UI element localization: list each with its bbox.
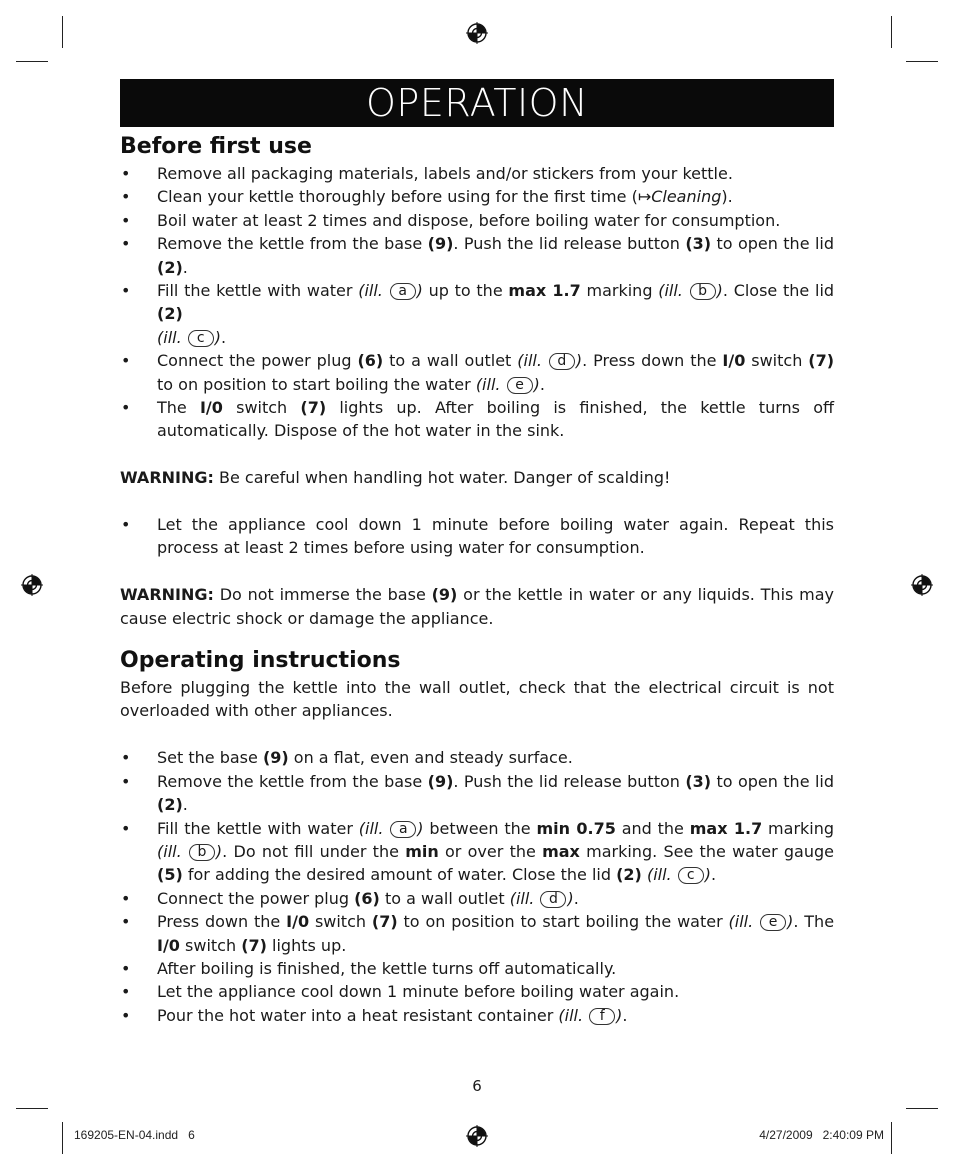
- warning-scalding: WARNING: Be careful when handling hot water. Danger of scalding!: [120, 468, 671, 488]
- page-number: 6: [472, 1077, 482, 1095]
- list-item: • The I/0 switch (7) lights up. After boiling is finished, the kettle turns off automatically. Dispose of the hot water in the sink.: [120, 396, 834, 443]
- list-item: • Let the appliance cool down 1 minute before boiling water again.: [120, 980, 834, 1003]
- footer-file-name: 169205-EN-04.indd 6: [74, 1128, 195, 1142]
- illustration-ref-e-icon: e: [760, 914, 786, 931]
- list-item: • Remove the kettle from the base (9). Push the lid release button (3) to open the lid (2).: [120, 770, 834, 817]
- list-item: • Press down the I/0 switch (7) to on position to start boiling the water (ill. e ). The I/0 switch (7) lights up.: [120, 910, 834, 957]
- before-first-use-list: [120, 162, 834, 443]
- registration-mark-icon: [466, 22, 488, 44]
- crop-mark: [62, 16, 63, 48]
- list-item: • Let the appliance cool down 1 minute before boiling water again. Repeat this process at least 2 times before using water for consumption.: [120, 513, 834, 560]
- illustration-ref-d-icon: d: [549, 353, 575, 370]
- heading-operating-instructions: Operating instructions: [120, 648, 401, 674]
- list-item: • Set the base (9) on a flat, even and steady surface.: [120, 746, 834, 769]
- list-item: • Boil water at least 2 times and dispose, before boiling water for consumption.: [120, 209, 834, 232]
- crop-mark: [891, 16, 892, 48]
- crop-mark: [16, 1108, 48, 1109]
- list-item: • After boiling is finished, the kettle turns off automatically.: [120, 957, 834, 980]
- illustration-ref-d-icon: d: [540, 891, 566, 908]
- crop-mark: [62, 1122, 63, 1154]
- registration-mark-icon: [911, 574, 933, 596]
- list-item: • Clean your kettle thoroughly before using for the first time (↦Cleaning).: [120, 185, 834, 208]
- illustration-ref-f-icon: f: [589, 1008, 615, 1025]
- illustration-ref-b-icon: b: [690, 283, 716, 300]
- crop-mark: [891, 1122, 892, 1154]
- list-item: • Connect the power plug (6) to a wall outlet (ill. d ). Press down the I/0 switch (7) to on position to start boiling the water (ill. e ).: [120, 349, 834, 396]
- list-item: • Remove the kettle from the base (9). Push the lid release button (3) to open the lid (2).: [120, 232, 834, 279]
- arrow-right-icon: ↦: [637, 187, 652, 207]
- section-banner: OPERATION: [120, 79, 834, 127]
- illustration-ref-a-icon: a: [390, 821, 416, 838]
- warning-label: WARNING:: [120, 585, 214, 605]
- registration-mark-icon: [21, 574, 43, 596]
- illustration-ref-c-icon: c: [188, 330, 214, 347]
- list-item: • Connect the power plug (6) to a wall outlet (ill. d ).: [120, 887, 834, 910]
- operating-intro: Before plugging the kettle into the wall outlet, check that the electrical circuit is not overloaded with other appliances.: [120, 678, 834, 721]
- list-item: • Fill the kettle with water (ill. a ) up to the max 1.7 marking (ill. b ). Close the lid (2) (ill. c ).: [120, 279, 834, 349]
- cool-down-list: [120, 513, 834, 560]
- list-item: • Remove all packaging materials, labels and/or stickers from your kettle.: [120, 162, 834, 185]
- operating-instructions-list: [120, 746, 834, 1027]
- crop-mark: [906, 61, 938, 62]
- crop-mark: [906, 1108, 938, 1109]
- page-content: [120, 132, 834, 1027]
- warning-label: WARNING:: [120, 468, 214, 488]
- crop-mark: [16, 61, 48, 62]
- cross-reference-link: Cleaning: [651, 187, 722, 207]
- illustration-ref-a-icon: a: [390, 283, 416, 300]
- footer-timestamp: 4/27/2009 2:40:09 PM: [759, 1128, 884, 1142]
- list-item: • Pour the hot water into a heat resistant container (ill. f ).: [120, 1004, 834, 1027]
- list-item: • Fill the kettle with water (ill. a ) between the min 0.75 and the max 1.7 marking (ill. b ). Do not fill under the min or over the max marking. See the water gauge (5) for adding the desired amount of water. Close the lid (2) (ill. c ).: [120, 817, 834, 887]
- warning-immerse: WARNING: Do not immerse the base (9) or the kettle in water or any liquids. This may cause electric shock or damage the appliance.: [120, 585, 834, 628]
- illustration-ref-b-icon: b: [189, 844, 215, 861]
- illustration-ref-e-icon: e: [507, 377, 533, 394]
- illustration-ref-c-icon: c: [678, 867, 704, 884]
- heading-before-first-use: Before first use: [120, 134, 312, 159]
- registration-mark-icon: [466, 1125, 488, 1147]
